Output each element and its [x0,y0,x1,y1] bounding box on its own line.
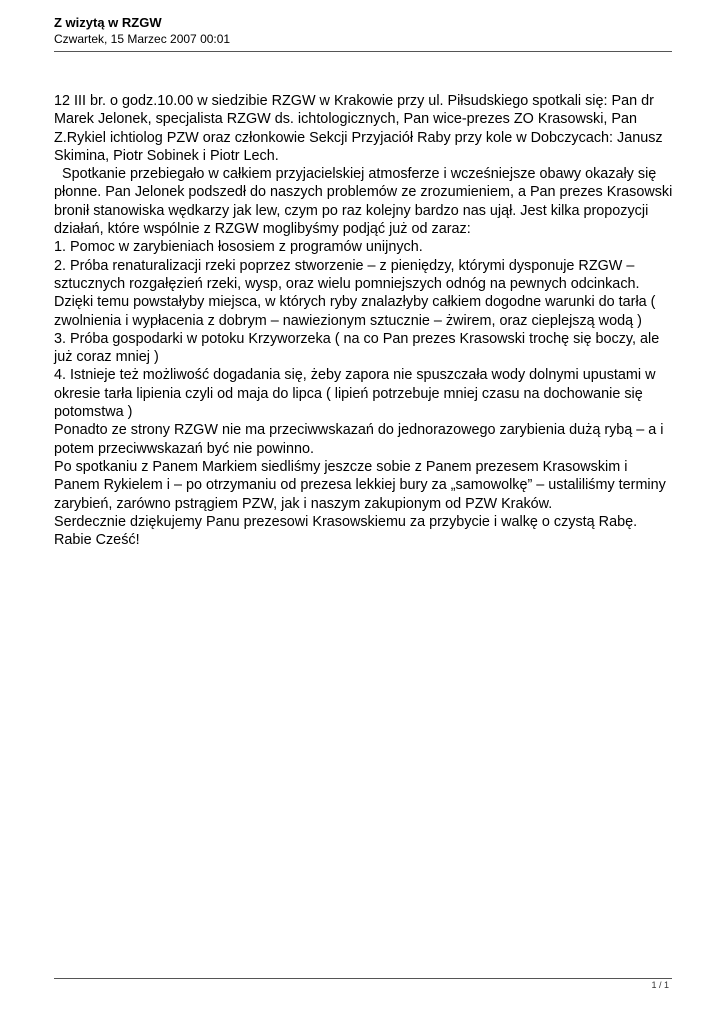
footer-divider [54,978,672,979]
list-item-4: 4. Istnieje też możliwość dogadania się, żeby zapora nie spuszczała wody dolnymi upustami w okresie tarła lipienia czyli od maja do lipca ( lipień potrzebuje mniej czasu na dochowanie się potomstwa ) [54,367,660,421]
paragraph-intro: 12 III br. o godz.10.00 w siedzibie RZGW w Krakowie przy ul. Piłsudskiego spotkali się: Pan dr Marek Jelonek, specjalista RZGW ds. ichtologicznych, Pan wice-prezes ZO Krasowski, Pan Z.Rykiel ichtiolog PZW oraz członkowie Sekcji Przyjaciół Raby przy kole w Dobczycach: Janusz Skimina, Piotr Sobinek i Piotr Lech. [54,93,667,164]
list-item-1: 1. Pomoc w zarybieniach łososiem z programów unijnych. [54,239,423,256]
paragraph-closing: Rabie Cześć! [54,532,140,549]
document-header [54,15,672,47]
article-body [54,92,677,549]
publish-date: Czwartek, 15 Marzec 2007 00:01 [54,32,231,46]
paragraph-additionally: Ponadto ze strony RZGW nie ma przeciwwskazań do jednorazowego zarybienia dużą rybą – a i potem przeciwwskazań być nie powinno. [54,422,668,457]
paragraph-thanks: Serdecznie dziękujemy Panu prezesowi Krasowskiemu za przybycie i walkę o czystą Rabę. [54,513,638,530]
paragraph-meeting: Spotkanie przebiegało w całkiem przyjacielskiej atmosferze i wcześniejsze obawy okazały się płonne. Pan Jelonek podszedł do naszych problemów ze zrozumieniem, a Pan prezes Krasowski bronił stanowiska wędkarzy jak lew, czym po raz kolejny bardzo nas ujął. Jest kilka propozycji działań, które wspólnie z RZGW moglibyśmy podjąć już od zaraz: [54,166,677,238]
header-divider [54,51,672,52]
paragraph-after-meeting: Po spotkaniu z Panem Markiem siedliśmy jeszcze sobie z Panem prezesem Krasowskim i Panem Rykielem i – po otrzymaniu od prezesa lekkiej bury za „samowolkę” – ustaliliśmy terminy zarybień, zarówno pstrągiem PZW, jak i naszym zakupionym od PZW Kraków. [54,458,670,512]
list-item-3: 3. Próba gospodarki w potoku Krzyworzeka ( na co Pan prezes Krasowski trochę się boczy, ale już coraz mniej ) [54,330,664,366]
page-number: 1 / 1 [651,980,669,990]
page-title: Z wizytą w RZGW [54,15,162,30]
list-item-2: 2. Próba renaturalizacji rzeki poprzez stworzenie – z pieniędzy, którymi dysponuje RZGW – sztucznych rozgałęzień rzeki, wysp, oraz wielu pomniejszych odnóg na pewnych odcinkach. Dzięki temu powstałyby miejsca, w których ryby znalazłyby całkiem dogodne warunki do tarła ( zwolnienia i wypłacenia z dobrym – nawiezionym sztucznie – żwirem, oraz cieplejszą wodą ) [54,257,660,329]
